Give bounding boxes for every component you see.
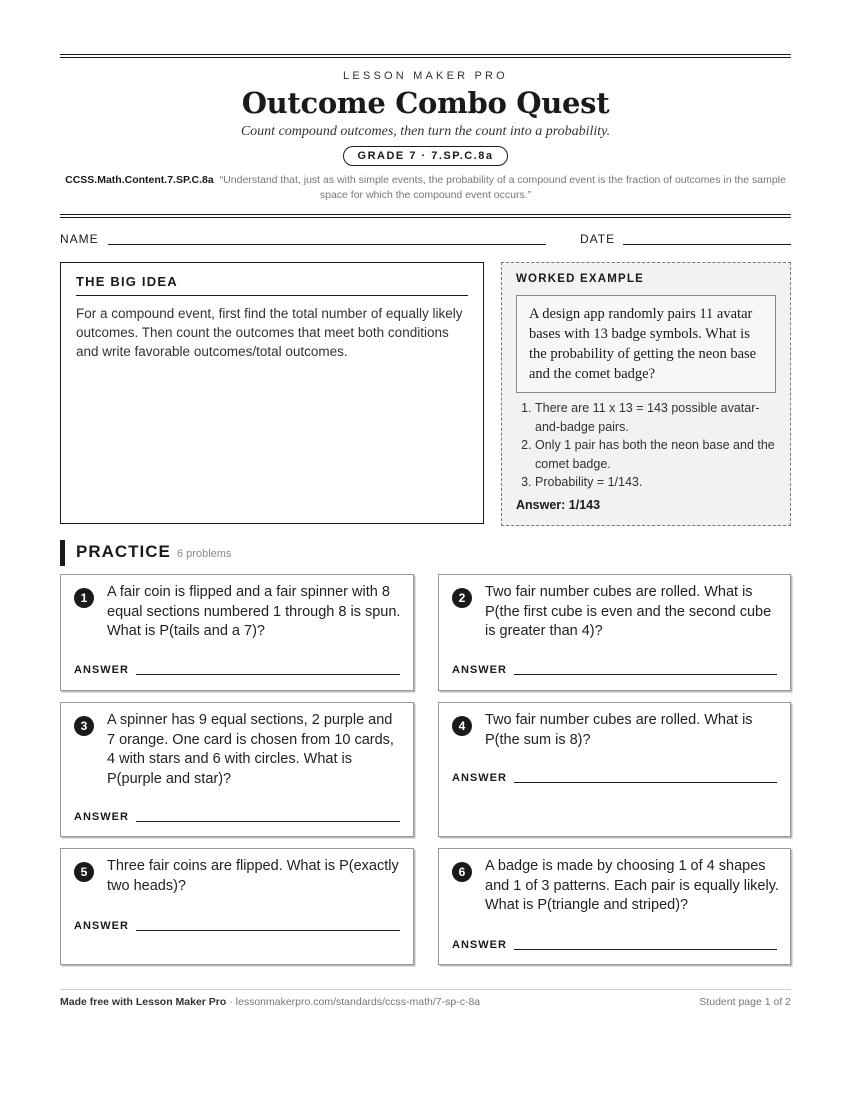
- problem-text: Two fair number cubes are rolled. What is P(the first cube is even and the second cube is greater than 4)?: [485, 584, 772, 639]
- problem-text: Three fair coins are flipped. What is P(exactly two heads)?: [107, 858, 399, 894]
- problem-card-2: [438, 574, 791, 691]
- big-idea-box: [60, 262, 484, 524]
- name-label: NAME: [60, 232, 99, 246]
- page-title: Outcome Combo Quest: [241, 86, 610, 120]
- problem-text: Two fair number cubes are rolled. What is P(the sum is 8)?: [485, 712, 753, 748]
- problem-card-3: [60, 702, 414, 837]
- problem-card-1: [60, 574, 414, 691]
- answer-label: ANSWER: [74, 664, 129, 676]
- problem-number-badge: 4: [452, 716, 472, 736]
- page-subtitle: Count compound outcomes, then turn the count into a probability.: [240, 124, 611, 139]
- page-footer: [60, 989, 791, 1008]
- problem-number-badge: 5: [74, 862, 94, 882]
- footer-made-with: Made free with Lesson Maker Pro: [60, 996, 227, 1008]
- standard-text: “Understand that, just as with simple events, the probability of a compound event is the fraction of outcomes in the sample space for which the compound event occurs.”: [219, 174, 786, 201]
- big-idea-heading: THE BIG IDEA: [76, 274, 468, 296]
- worked-step: 1. There are 11 x 13 = 143 possible avatar-and-badge pairs.: [535, 399, 776, 436]
- grade-badge: GRADE 7 · 7.SP.C.8a: [343, 146, 509, 166]
- header-divider: [60, 214, 791, 218]
- footer-url[interactable]: · lessonmakerpro.com/standards/ccss-math/7-sp-c-8a: [226, 996, 481, 1008]
- answer-field[interactable]: [136, 930, 400, 931]
- worked-example-heading: WORKED EXAMPLE: [516, 273, 644, 285]
- worked-example-steps: [516, 399, 776, 492]
- footer-page-number: Student page 1 of 2: [699, 996, 791, 1008]
- worked-example-box: [501, 262, 791, 526]
- name-date-row: [60, 230, 791, 260]
- problem-number-badge: 6: [452, 862, 472, 882]
- problem-card-6: [438, 848, 791, 965]
- practice-heading: PRACTICE: [76, 542, 171, 561]
- answer-field[interactable]: [136, 821, 400, 822]
- problem-number-badge: 1: [74, 588, 94, 608]
- problem-number-badge: 3: [74, 716, 94, 736]
- big-idea-body: For a compound event, first find the total number of equally likely outcomes. Then count the outcomes that meet both conditions and write favorable outcomes/total outcomes.: [76, 306, 463, 359]
- answer-label: ANSWER: [74, 811, 129, 823]
- problem-text: A fair coin is flipped and a fair spinner with 8 equal sections numbered 1 through 8 is spun. What is P(tails and a 7)?: [107, 584, 401, 639]
- problem-card-5: [60, 848, 414, 965]
- answer-label: ANSWER: [452, 664, 507, 676]
- problem-card-4: [438, 702, 791, 837]
- worked-example-question: A design app randomly pairs 11 avatar bases with 13 badge symbols. What is the probability of getting the neon base and the comet badge?: [516, 295, 776, 393]
- problem-number-badge: 2: [452, 588, 472, 608]
- answer-field[interactable]: [514, 674, 777, 675]
- problem-text: A spinner has 9 equal sections, 2 purple and 7 orange. One card is chosen from 10 cards, 4 with stars and 6 with circles. What is P(purple and star)?: [107, 712, 394, 787]
- worksheet-page: [60, 54, 791, 1008]
- answer-field[interactable]: [136, 674, 400, 675]
- worked-step: 2. Only 1 pair has both the neon base and the comet badge.: [535, 436, 776, 473]
- problem-text: A badge is made by choosing 1 of 4 shapes and 1 of 3 patterns. Each pair is equally likely. What is P(triangle and striped)?: [485, 858, 779, 913]
- top-double-rule: [60, 54, 791, 58]
- date-label: DATE: [580, 232, 616, 246]
- answer-field[interactable]: [514, 782, 777, 783]
- practice-count: 6 problems: [177, 548, 232, 560]
- standard-statement: [60, 173, 791, 203]
- answer-label: ANSWER: [74, 920, 129, 932]
- answer-label: ANSWER: [452, 939, 507, 951]
- answer-label: ANSWER: [452, 772, 507, 784]
- answer-field[interactable]: [514, 949, 777, 950]
- worked-step: 3. Probability = 1/143.: [535, 473, 776, 492]
- brand-name: LESSON MAKER PRO: [343, 70, 508, 82]
- practice-accent-bar: [60, 540, 65, 566]
- worked-example-answer: Answer: 1/143: [516, 497, 601, 512]
- name-field[interactable]: [108, 244, 546, 245]
- date-field[interactable]: [623, 244, 791, 245]
- standard-code: CCSS.Math.Content.7.SP.C.8a: [65, 174, 214, 186]
